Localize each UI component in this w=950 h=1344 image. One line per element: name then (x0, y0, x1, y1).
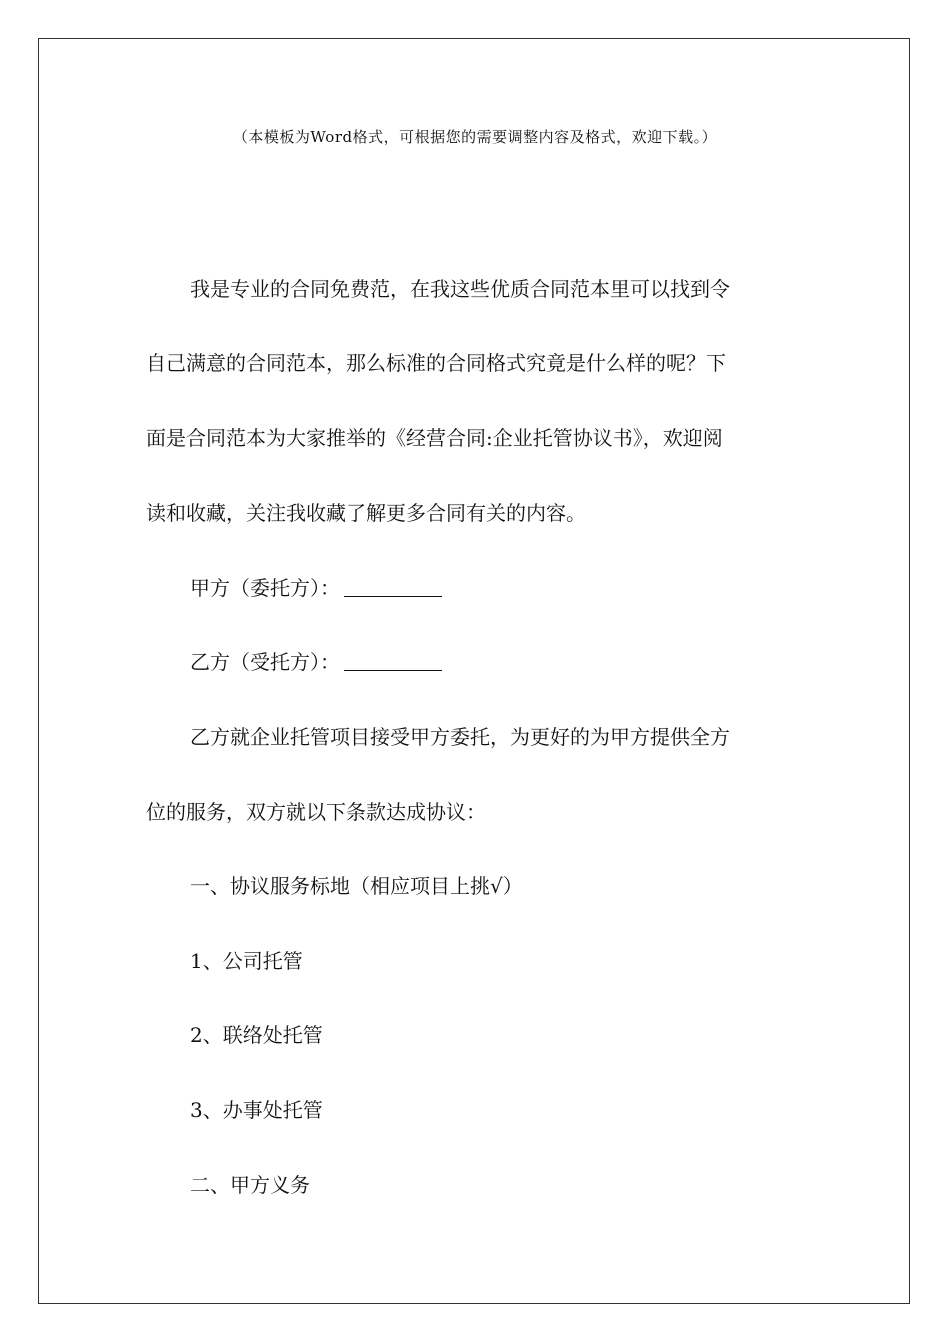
intro-line-2: 自己满意的合同范本，那么标准的合同格式究竟是什么样的呢？下 (146, 351, 726, 375)
intro-line-4: 读和收藏，关注我收藏了解更多合同有关的内容。 (146, 501, 586, 525)
list-item: 2、联络处托管 (190, 1023, 323, 1047)
section-1-title: 一、协议服务标地（相应项目上挑√） (190, 874, 523, 898)
list-item: 3、办事处托管 (190, 1098, 323, 1122)
section-2-title: 二、甲方义务 (190, 1173, 310, 1197)
intro-line-1: 我是专业的合同免费范，在我这些优质合同范本里可以找到令 (190, 277, 730, 301)
party-b-blank (344, 652, 442, 671)
agreement-line-1: 乙方就企业托管项目接受甲方委托，为更好的为甲方提供全方 (190, 725, 730, 749)
list-item: 1、公司托管 (190, 949, 303, 973)
agreement-line-2: 位的服务，双方就以下条款达成协议： (146, 800, 486, 824)
intro-line-3: 面是合同范本为大家推举的《经营合同:企业托管协议书》，欢迎阅 (146, 426, 723, 450)
party-a-blank (344, 578, 442, 597)
party-b-line (146, 650, 850, 674)
party-a-line (146, 576, 850, 600)
party-b-label: 乙方（受托方）： (190, 650, 340, 674)
party-a-label: 甲方（委托方）： (190, 576, 340, 600)
template-note: （本模板为Word格式，可根据您的需要调整内容及格式，欢迎下载。） (232, 128, 718, 146)
